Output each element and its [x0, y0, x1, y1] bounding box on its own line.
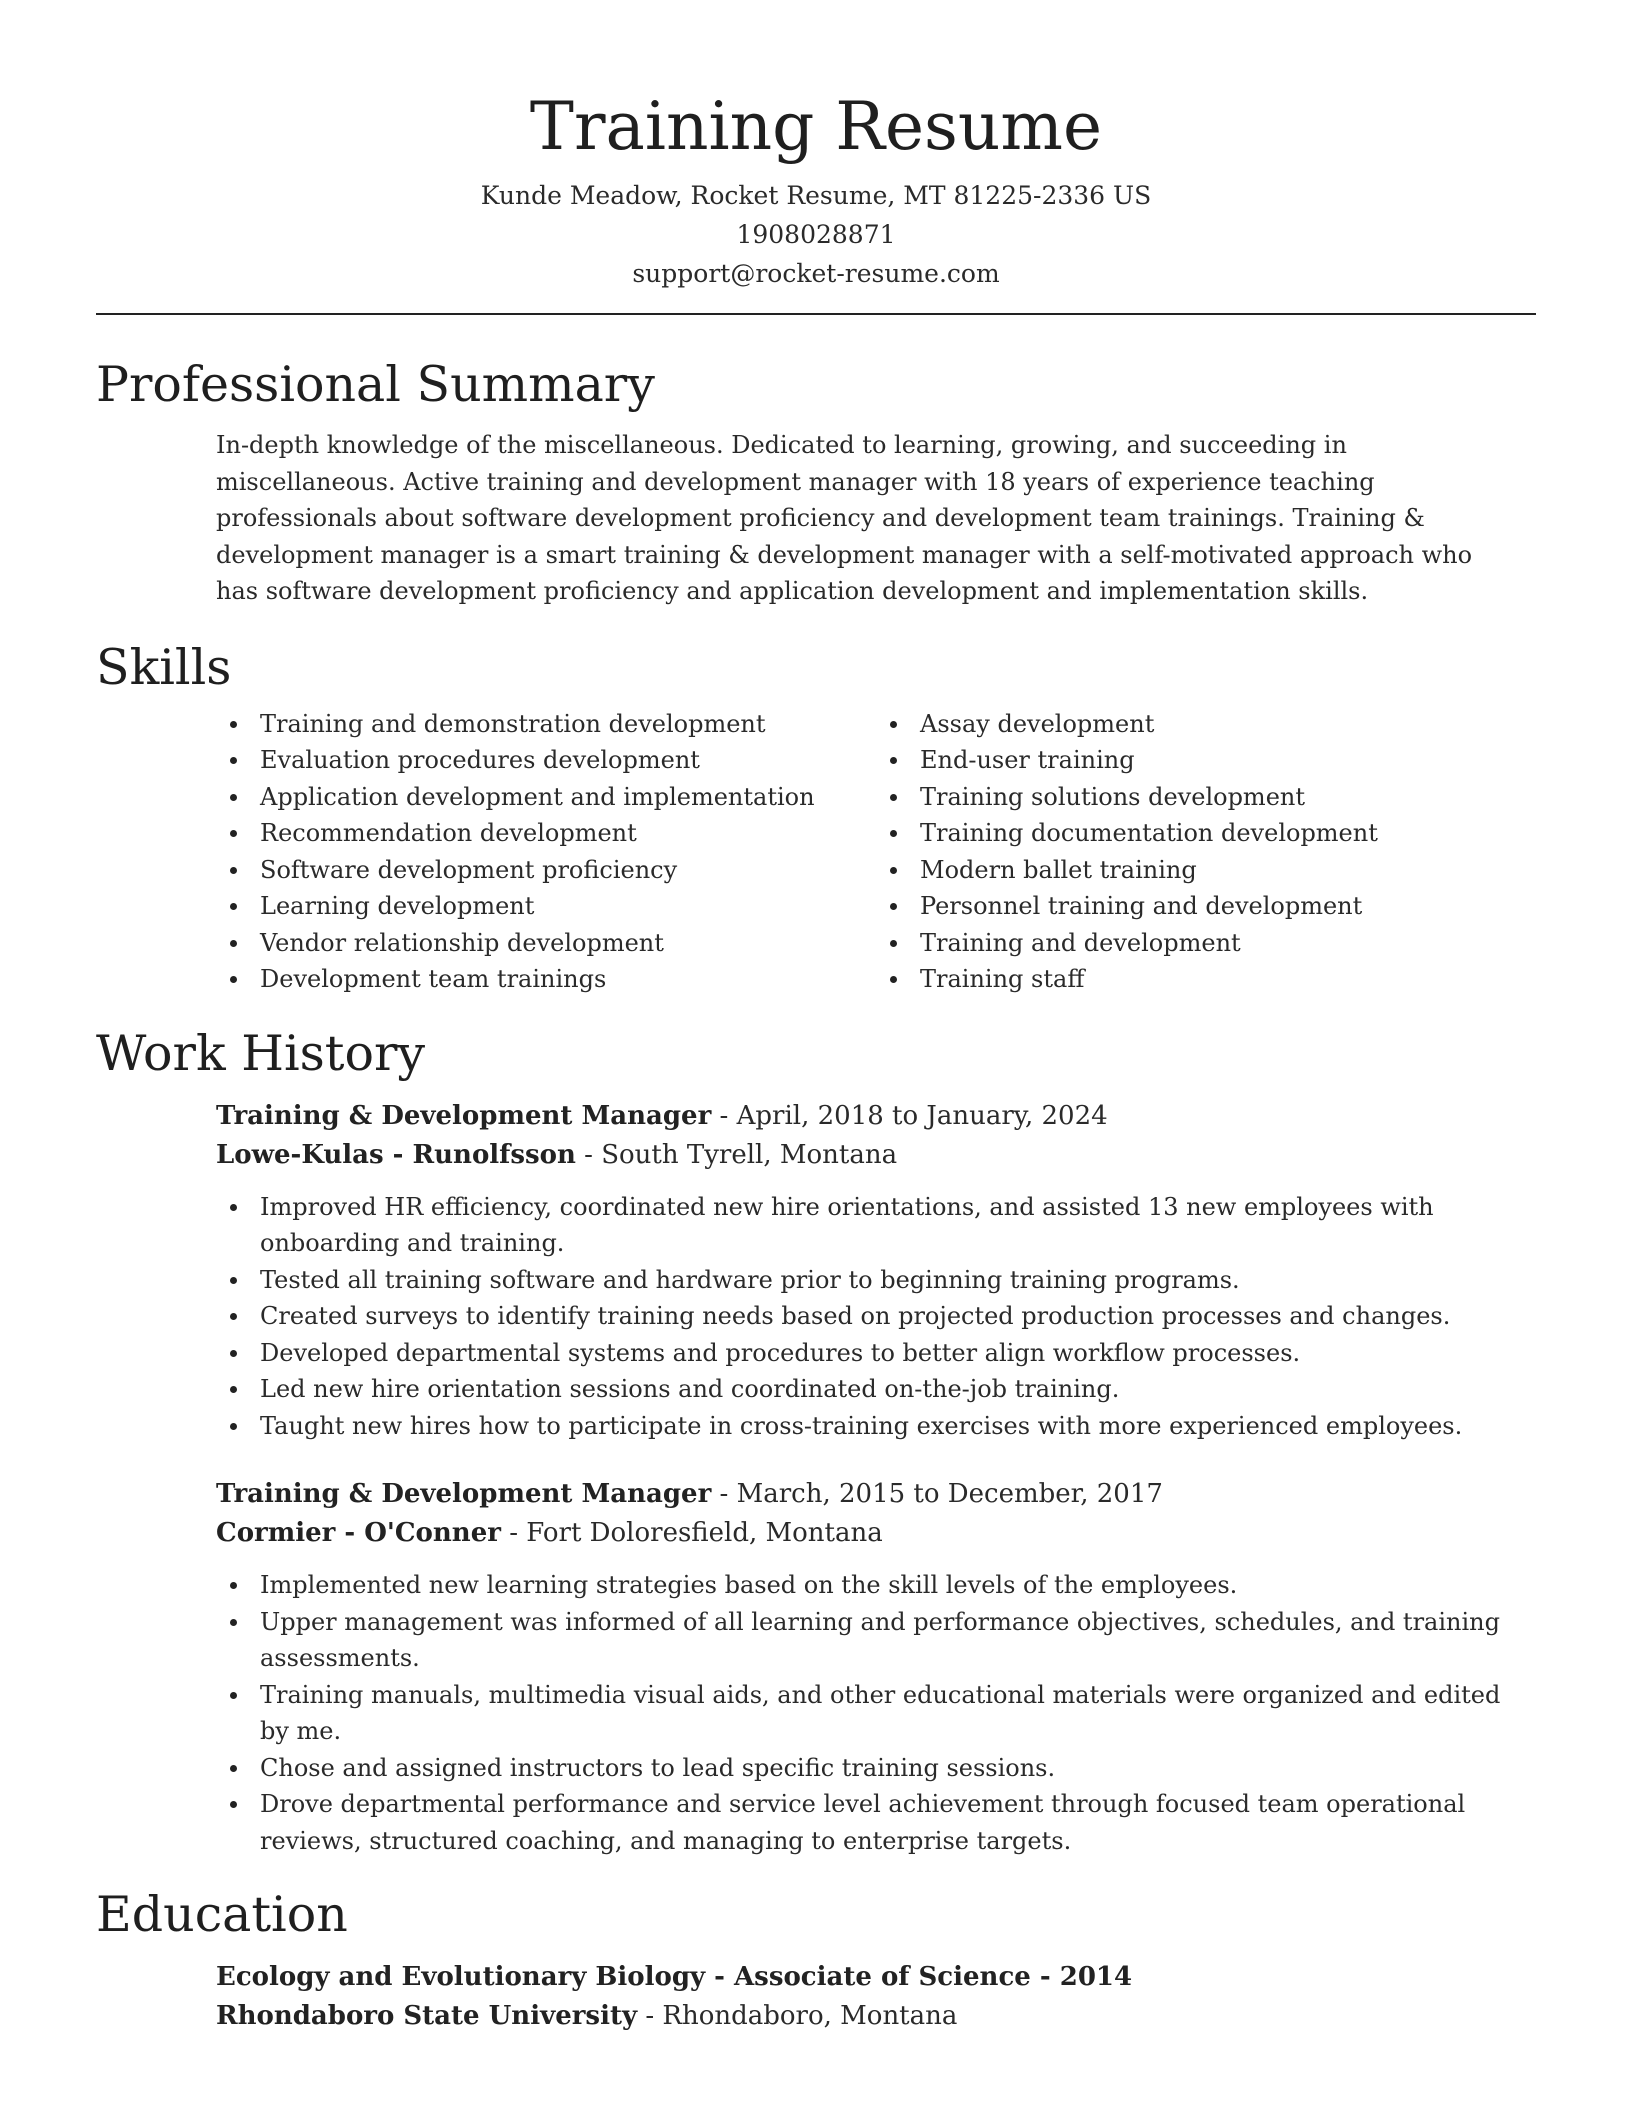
resume-title: Training Resume — [529, 88, 1103, 165]
job-bullet: Taught new hires how to participate in cross-training exercises with more experienced employees. — [260, 1408, 1536, 1445]
skill-item: Evaluation procedures development — [260, 742, 876, 779]
job-entry — [216, 1474, 1536, 1859]
job-bullet: Tested all training software and hardware prior to beginning training programs. — [260, 1262, 1536, 1299]
skill-item: Learning development — [260, 888, 876, 925]
job-company: Lowe-Kulas - Runolfsson — [216, 1139, 576, 1170]
skill-item: Training staff — [920, 961, 1536, 998]
job-bullet: Developed departmental systems and procedures to better align workflow processes. — [260, 1335, 1536, 1372]
skill-item: Training and development — [920, 925, 1536, 962]
job-bullet: Training manuals, multimedia visual aids, and other educational materials were organized and edited by me. — [260, 1677, 1536, 1750]
skill-item: Development team trainings — [260, 961, 876, 998]
job-bullet: Upper management was informed of all learning and performance objectives, schedules, and training assessments. — [260, 1604, 1536, 1677]
skill-item: Training documentation development — [920, 815, 1536, 852]
job-location: - Fort Doloresfield, Montana — [500, 1518, 883, 1548]
summary-heading: Professional Summary — [96, 356, 655, 413]
skills-column-right — [876, 706, 1536, 998]
education-entry — [216, 1957, 1536, 2036]
education-heading: Education — [96, 1886, 348, 1943]
job-dates: - April, 2018 to January, 2024 — [711, 1100, 1108, 1131]
job-bullet: Implemented new learning strategies based on the skill levels of the employees. — [260, 1567, 1536, 1604]
education-location: - Rhondaboro, Montana — [637, 2001, 958, 2031]
skill-item: Training and demonstration development — [260, 706, 876, 743]
job-bullets — [216, 1567, 1536, 1859]
job-company-line — [216, 1136, 1536, 1175]
education-school: Rhondaboro State University — [216, 2001, 638, 2031]
job-bullet: Improved HR efficiency, coordinated new hire orientations, and assisted 13 new employees with onboarding and training. — [260, 1189, 1536, 1262]
job-bullets — [216, 1189, 1536, 1445]
education-degree: Ecology and Evolutionary Biology - Associate of Science - 2014 — [216, 1962, 1133, 1992]
contact-email: support@rocket-resume.com — [632, 259, 1000, 288]
job-bullet: Drove departmental performance and service level achievement through focused team operational reviews, structured coaching, and managing to enterprise targets. — [260, 1786, 1536, 1859]
skill-item: End-user training — [920, 742, 1536, 779]
job-company: Cormier - O'Conner — [216, 1518, 501, 1548]
skill-item: Software development proficiency — [260, 852, 876, 889]
job-title-line — [216, 1474, 1536, 1514]
education-school-line — [216, 1997, 1536, 2036]
contact-address: Kunde Meadow, Rocket Resume, MT 81225-2336 US — [480, 181, 1152, 210]
skill-item: Application development and implementation — [260, 779, 876, 816]
skills-column-left — [216, 706, 876, 998]
resume-page — [96, 0, 1536, 2036]
work-history-heading: Work History — [96, 1024, 426, 1082]
resume-header — [96, 0, 1536, 293]
skill-item: Vendor relationship development — [260, 925, 876, 962]
skill-item: Training solutions development — [920, 779, 1536, 816]
contact-info — [96, 176, 1536, 293]
job-title: Training & Development Manager — [216, 1479, 712, 1509]
job-bullet: Created surveys to identify training needs based on projected production processes and changes. — [260, 1298, 1536, 1335]
job-title: Training & Development Manager — [216, 1100, 712, 1131]
job-bullet: Led new hire orientation sessions and coordinated on-the-job training. — [260, 1371, 1536, 1408]
skill-item: Assay development — [920, 706, 1536, 743]
job-entry — [216, 1096, 1536, 1445]
job-dates: - March, 2015 to December, 2017 — [711, 1479, 1163, 1509]
skills-list — [216, 706, 1536, 998]
skill-item: Recommendation development — [260, 815, 876, 852]
skill-item: Modern ballet training — [920, 852, 1536, 889]
job-bullet: Chose and assigned instructors to lead specific training sessions. — [260, 1750, 1536, 1787]
skill-item: Personnel training and development — [920, 888, 1536, 925]
job-location: - South Tyrell, Montana — [575, 1139, 898, 1170]
job-company-line — [216, 1514, 1536, 1553]
contact-phone: 1908028871 — [736, 220, 896, 249]
skills-heading: Skills — [96, 638, 232, 696]
header-divider — [96, 313, 1536, 315]
summary-text: In-depth knowledge of the miscellaneous. Dedicated to learning, growing, and succeeding in miscellaneous. Active training and development manager with 18 years of experience teaching professionals about software development proficiency and development team trainings. Training & development manager is a smart training & development manager with a self-motivated approach who has software development proficiency and application development and implementation skills. — [216, 431, 1473, 605]
job-title-line — [216, 1096, 1536, 1136]
